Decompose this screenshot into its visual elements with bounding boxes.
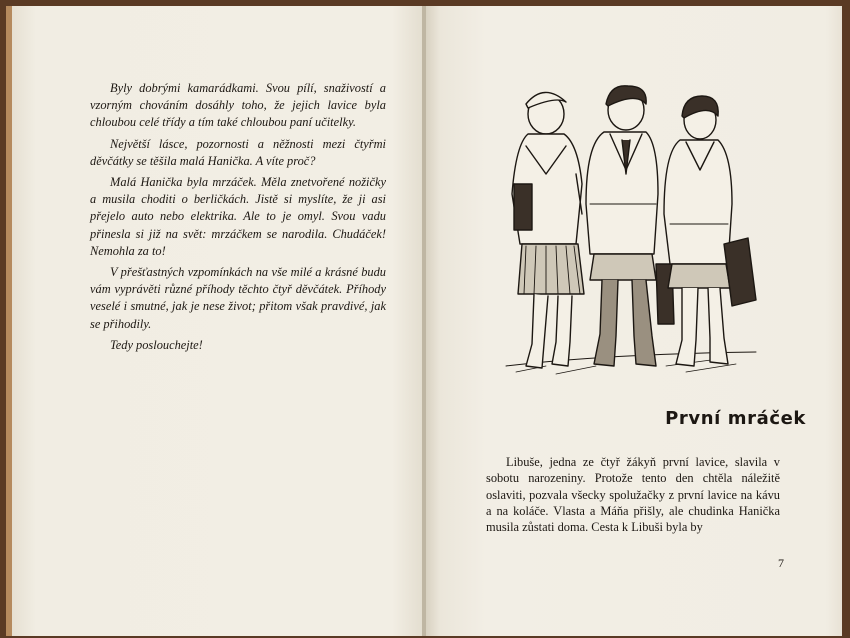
right-page (426, 6, 842, 636)
three-girls-illustration (486, 74, 776, 404)
paragraph: Malá Hanička byla mrzáček. Měla znetvořené nožičky a musila choditi o berličkách. Jistě si myslíte, že ji asi přejelo auto nebo elektrika. Ale to je omyl. Svou vadu přinesla si již na svět: mrzáčkem se narodila. Chudáček! Nemohla za to! (90, 175, 386, 258)
paragraph: Byly dobrými kamarádkami. Svou pílí, snaživostí a vzorným chováním dosáhly toho, že jejich lavice byla chloubou celé třídy a tím také chloubou paní učitelky. (90, 81, 386, 130)
open-book (6, 6, 842, 636)
left-page (6, 6, 424, 636)
paragraph: V přešťastných vzpomínkách na vše milé a krásné budu vám vyprávěti různé příhody těchto čtyř děvčátek. Příhody veselé i smutné, jak je nese život; přitom však pravdivé, jak se přihodily. (90, 265, 386, 331)
page-number: 7 (778, 556, 784, 570)
chapter-title: První mráček (665, 408, 806, 429)
chapter-body-text: Libuše, jedna ze čtyř žákyň první lavice, slavila v sobotu narozeniny. Protože tento den chtěla náležitě oslaviti, pozvala všecky spolužačky z první lavice na kávu a na koláče. Vlasta a Máňa přišly, ale chudinka Hanička musila zůstati doma. Cesta k Libuši byla by (486, 455, 780, 535)
paragraph: Největší lásce, pozornosti a něžnosti mezi čtyřmi děvčátky se těšila malá Hanička. A víte proč? (90, 136, 386, 168)
paragraph: Tedy poslouchejte! (110, 337, 203, 352)
left-page-text (90, 80, 386, 358)
